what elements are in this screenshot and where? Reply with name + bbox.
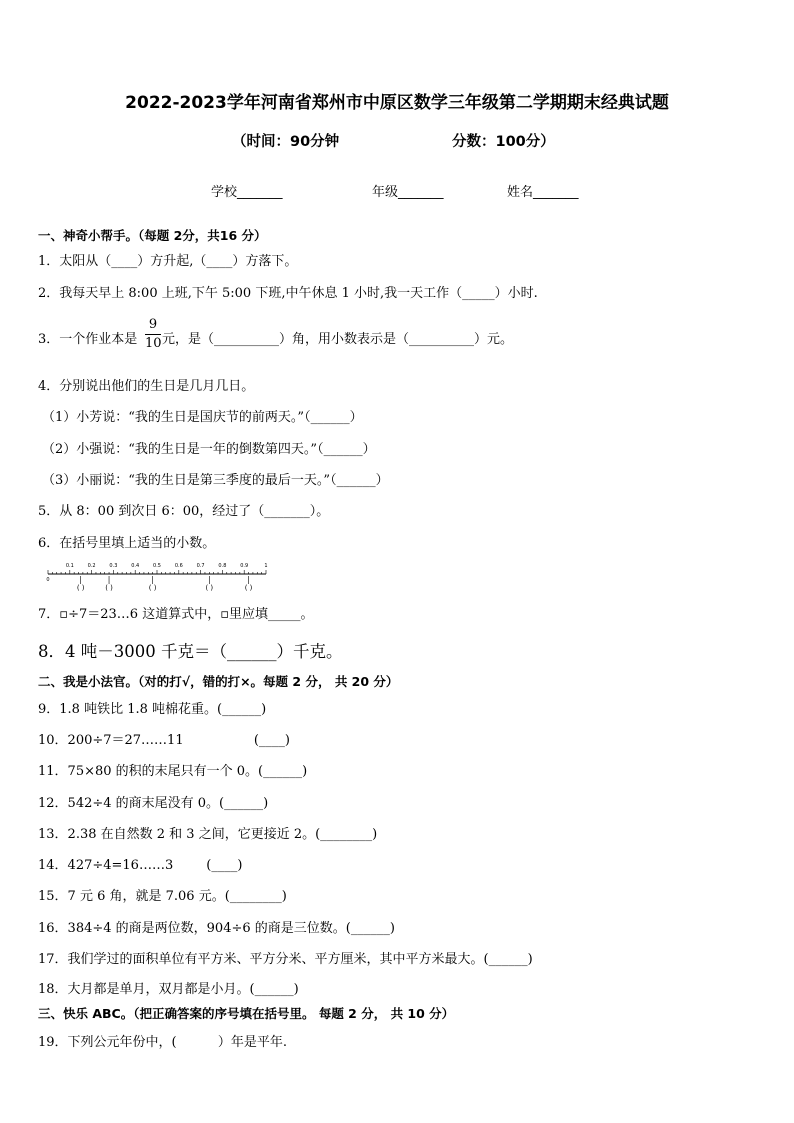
- question-15: 15．7 元 6 角，就是 7.06 元。(________): [38, 889, 287, 904]
- question-17: 17．我们学过的面积单位有平方米、平方分米、平方厘米，其中平方米最大。(______): [38, 952, 533, 967]
- school-field: 学校_______: [211, 185, 283, 200]
- fraction-bar: [145, 334, 161, 335]
- answer-blank: ( ): [148, 584, 157, 592]
- question-10: 10．200÷7＝27……11 (____): [38, 733, 290, 748]
- tick-label: 0.3: [109, 563, 118, 569]
- number-line-ticks: [48, 570, 266, 574]
- question-3-prefix: 3．一个作业本是: [38, 332, 138, 347]
- tick-label: 0.2: [87, 563, 96, 569]
- question-4: 4．分别说出他们的生日是几月几日。: [38, 379, 255, 394]
- time-label: （时间：90分钟: [232, 134, 340, 150]
- answer-blank: ( ): [244, 584, 253, 592]
- question-11: 11．75×80 的积的末尾只有一个 0。(______): [38, 764, 308, 779]
- answer-blank: ( ): [76, 584, 85, 592]
- page-title: 2022-2023学年河南省郑州市中原区数学三年级第二学期期末经典试题: [125, 93, 669, 113]
- section-1-heading: 一、神奇小帮手。（每题 2分，共16 分）: [38, 228, 267, 243]
- fraction-denominator: 10: [145, 336, 162, 351]
- name-field: 姓名_______: [507, 185, 579, 200]
- number-line: [44, 560, 274, 596]
- question-4-1: （1）小芳说：“我的生日是国庆节的前两天。”（______）: [42, 410, 363, 425]
- question-4-2: （2）小强说：“我的生日是一年的倒数第四天。”（______）: [42, 442, 376, 457]
- question-4-3: （3）小丽说：“我的生日是第三季度的最后一天。”（______）: [42, 473, 389, 488]
- answer-blank: ( ): [205, 584, 214, 592]
- tick-label: 0: [46, 577, 50, 583]
- question-16: 16．384÷4 的商是两位数，904÷6 的商是三位数。(______): [38, 921, 395, 936]
- question-18: 18．大月都是单月，双月都是小月。(______): [38, 982, 299, 997]
- tick-label: 0.4: [131, 563, 140, 569]
- tick-label: 1: [264, 563, 268, 569]
- tick-label: 0.5: [153, 563, 161, 569]
- question-8: 8．4 吨－3000 千克＝（______）千克。: [38, 642, 343, 661]
- question-9: 9．1.8 吨铁比 1.8 吨棉花重。(______): [38, 702, 267, 717]
- question-3-fraction: [145, 317, 161, 352]
- question-19: 19．下列公元年份中，( ）年是平年.: [38, 1035, 288, 1050]
- question-5: 5．从 8：00 到次日 6：00，经过了（_______）。: [38, 504, 330, 519]
- question-1: 1．太阳从（____）方升起,（____）方落下。: [38, 254, 298, 269]
- grade-field: 年级_______: [372, 185, 444, 200]
- answer-blank: ( ): [105, 584, 113, 592]
- tick-label: 0.1: [65, 563, 74, 569]
- question-12: 12．542÷4 的商末尾没有 0。(______): [38, 796, 269, 811]
- question-3-suffix: 元，是（__________）角，用小数表示是（__________）元。: [162, 332, 514, 347]
- fraction-numerator: 9: [148, 317, 158, 332]
- number-line-blanks: [77, 576, 253, 592]
- score-label: 分数：100分）: [452, 134, 555, 150]
- tick-label: 0.8: [218, 563, 227, 569]
- question-6: 6．在括号里填上适当的小数。: [38, 536, 216, 551]
- question-2: 2．我每天早上 8:00 上班,下午 5:00 下班,中午休息 1 小时,我一天工作（_____）小时.: [38, 286, 538, 301]
- tick-label: 0.9: [240, 563, 249, 569]
- question-14: 14．427÷4=16……3 (____): [38, 858, 243, 873]
- section-2-heading: 二、我是小法官。（对的打√，错的打×。每题 2 分， 共 20 分）: [38, 674, 399, 689]
- question-7: 7．▫÷7＝23…6 这道算式中，▫里应填_____。: [38, 607, 314, 622]
- question-13: 13．2.38 在自然数 2 和 3 之间，它更接近 2。(________): [38, 827, 378, 842]
- tick-label: 0.6: [174, 563, 183, 569]
- tick-label: 0.7: [196, 563, 205, 569]
- section-3-heading: 三、快乐 ABC。（把正确答案的序号填在括号里。 每题 2 分， 共 10 分）: [38, 1006, 455, 1021]
